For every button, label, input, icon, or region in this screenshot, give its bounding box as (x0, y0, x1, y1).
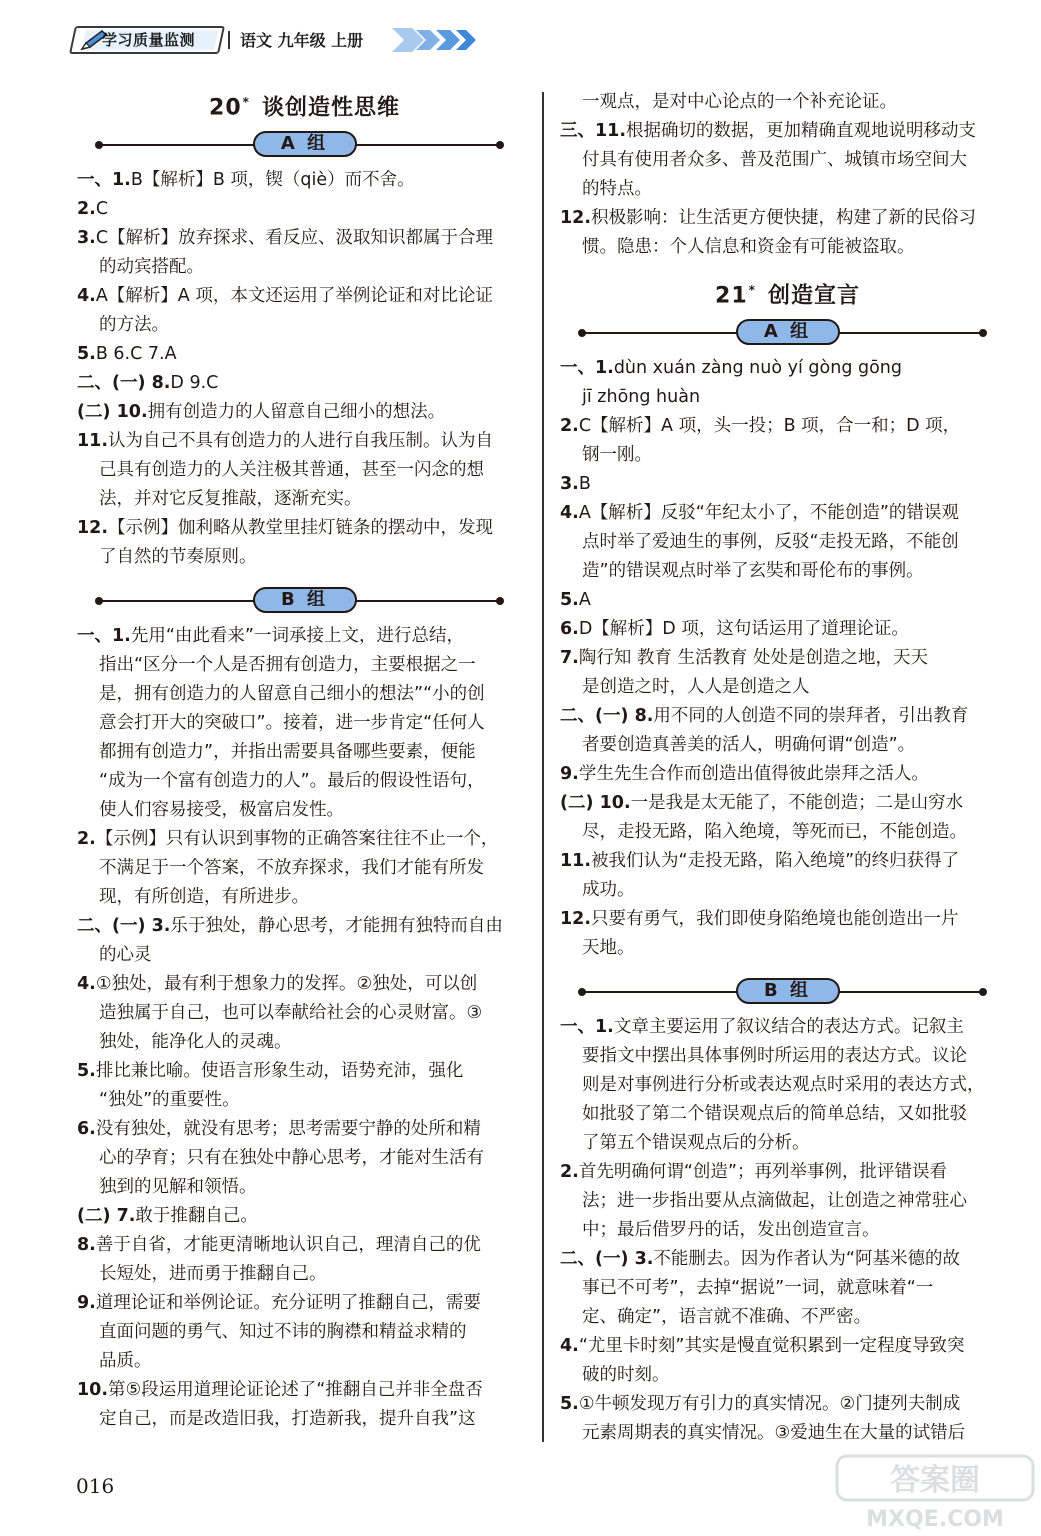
answer-text: 中；最后借罗丹的话，发出创造宣言。 (582, 1220, 880, 1240)
answer-line (560, 1129, 1015, 1158)
answer-line (77, 1231, 532, 1260)
answer-line (560, 204, 1015, 233)
group-b-divider (77, 586, 532, 616)
answer-line (560, 673, 1015, 702)
answer-line (77, 854, 532, 883)
question-number: 4. (77, 974, 96, 994)
subject-grade: 语文 九年级 上册 (240, 31, 364, 50)
answer-line (77, 970, 532, 999)
group-a-label: A 组 (736, 319, 840, 345)
answer-line (560, 615, 1015, 644)
answer-line (77, 1376, 532, 1405)
answer-text: 破的时刻。 (582, 1365, 670, 1385)
answer-line (77, 1086, 532, 1115)
answer-text: 拥有创造力的人留意自己细小的想法。 (147, 402, 446, 422)
answer-text: “独处”的重要性。 (99, 1090, 240, 1110)
answer-line (77, 1115, 532, 1144)
question-number: 11. (77, 431, 109, 451)
question-number: 9. (560, 764, 579, 784)
answer-text: 先用“由此看来”一词承接上文，进行总结， (130, 626, 464, 646)
answer-line (77, 1144, 532, 1173)
answer-line (77, 224, 532, 253)
answer-text: 的动宾搭配。 (99, 257, 204, 277)
question-number: 5. (77, 1061, 96, 1081)
group-a-divider (560, 318, 1015, 348)
question-number: 3. (77, 228, 96, 248)
answer-text: 使人们容易接受，极富启发性。 (99, 800, 344, 820)
answer-line (560, 702, 1015, 731)
answer-line (560, 528, 1015, 557)
answer-text: jī zhōng huàn (582, 387, 701, 407)
watermark-logo (835, 1452, 1035, 1532)
question-number: 三、11. (560, 121, 627, 141)
left-group-b-answers (77, 622, 532, 1434)
answer-line (560, 1042, 1015, 1071)
answer-text: 善于自省，才能更清晰地认识自己，理清自己的优 (95, 1235, 481, 1255)
group-a-divider (77, 130, 532, 160)
question-number: 2. (560, 416, 579, 436)
answer-text: 的心灵 (99, 945, 152, 965)
question-number: 5. (560, 590, 579, 610)
answer-text: 心的孕育；只有在独处中静心思考，才能对生活有 (99, 1148, 484, 1168)
question-number: 2. (560, 1162, 579, 1182)
self-study-mark: * (748, 283, 756, 297)
left-column (77, 80, 532, 1434)
answer-line (77, 825, 532, 854)
answer-line (560, 557, 1015, 586)
answer-text: 要指文中摆出具体事例时所运用的表达方式。议论 (582, 1046, 967, 1066)
question-number: 10. (77, 1380, 109, 1400)
left-group-a-answers (77, 166, 532, 572)
svg-text:答案圈: 答案圈 (890, 1463, 980, 1498)
lesson-title-21 (560, 268, 1015, 312)
answer-line (560, 1071, 1015, 1100)
answer-line (77, 941, 532, 970)
answer-line (560, 470, 1015, 499)
question-number: 12. (560, 208, 592, 228)
answer-text: “成为一个富有创造力的人”。最后的假设性语句， (99, 771, 485, 791)
answer-text: 一观点，是对中心论点的一个补充论证。 (582, 92, 897, 112)
answer-line (560, 233, 1015, 262)
answer-text: 根据确切的数据，更加精确直观地说明移动支 (626, 121, 977, 141)
answer-line (560, 644, 1015, 673)
answer-text: 都拥有创造力”，并指出需要具备哪些要素，便能 (99, 742, 476, 762)
answer-line (77, 1318, 532, 1347)
answer-text: D 9.C (170, 373, 219, 393)
answer-line (560, 175, 1015, 204)
answer-line (77, 999, 532, 1028)
answer-line (77, 1260, 532, 1289)
right-continued-answers (560, 88, 1015, 262)
answer-text: 第⑤段运用道理论证论述了“推翻自己并非全盘否 (108, 1380, 483, 1400)
answer-text: 独处，能净化人的灵魂。 (99, 1032, 292, 1052)
answer-text: 【示例】只有认识到事物的正确答案往往不止一个， (95, 829, 499, 849)
answer-text: 天地。 (582, 938, 635, 958)
answer-text: 认为自己不具有创造力的人进行自我压制。认为自 (108, 431, 494, 451)
answer-line (560, 441, 1015, 470)
answer-text: 事已不可考”，去掉“据说”一词，就意味着“一 (582, 1278, 934, 1298)
header-divider (228, 31, 230, 49)
answer-text: 现，有所创造，有所进步。 (99, 887, 309, 907)
answer-text: 意会打开大的突破口”。接着，进一步肯定“任何人 (99, 713, 485, 733)
answer-line (560, 1332, 1015, 1361)
answer-line (560, 847, 1015, 876)
answer-line (77, 282, 532, 311)
question-number: (二) 10. (77, 402, 148, 422)
answer-line (560, 876, 1015, 905)
answer-text: 者要创造真善美的活人，明确何谓“创造”。 (582, 735, 916, 755)
answer-text: 被我们认为“走投无路，陷入绝境”的终归获得了 (591, 851, 960, 871)
answer-line (77, 709, 532, 738)
group-b-label: B 组 (736, 978, 840, 1004)
answer-text: B (578, 474, 591, 494)
answer-line (560, 499, 1015, 528)
answer-text: C【解析】A 项，头一投；B 项，合一和；D 项， (578, 416, 961, 436)
answer-text: 学生先生合作而创造出值得彼此崇拜之活人。 (578, 764, 929, 784)
answer-text: 积极影响：让生活更方便快捷，构建了新的民俗习 (591, 208, 977, 228)
answer-text: 定自己，而是改造旧我，打造新我，提升自我”这 (99, 1409, 476, 1429)
answer-text: 尽，走投无路，陷入绝境，等死而已，不能创造。 (582, 822, 967, 842)
self-study-mark: * (242, 95, 250, 109)
answer-line (560, 1216, 1015, 1245)
answer-line (560, 1013, 1015, 1042)
answer-text: 乐于独处，静心思考，才能拥有独特而自由 (170, 916, 503, 936)
group-a-label: A 组 (253, 131, 357, 157)
answer-line (77, 543, 532, 572)
answer-line (77, 1202, 532, 1231)
question-number: 4. (560, 1336, 579, 1356)
question-number: 一、1. (77, 626, 131, 646)
answer-text: C【解析】放弃探求、看反应、汲取知识都属于合理 (95, 228, 494, 248)
answer-text: 敢于推翻自己。 (135, 1206, 258, 1226)
right-group-a-answers (560, 354, 1015, 963)
answer-text: D【解析】D 项，这句话运用了道理论证。 (578, 619, 909, 639)
question-number: 8. (77, 1235, 96, 1255)
answer-text: B【解析】B 项，锲（qiè）而不舍。 (130, 170, 415, 190)
lesson-name: 创造宣言 (767, 283, 860, 309)
answer-text: 长短处，进而勇于推翻自己。 (99, 1264, 327, 1284)
answer-text: 品质。 (99, 1351, 152, 1371)
question-number: 二、(一) 3. (77, 916, 171, 936)
answer-text: 付具有使用者众多、普及范围广、城镇市场空间大 (582, 150, 967, 170)
answer-line (560, 1100, 1015, 1129)
answer-line (77, 622, 532, 651)
answer-text: 一是我是太无能了，不能创造；二是山穷水 (630, 793, 964, 813)
answer-text: 道理论证和举例论证。充分证明了推翻自己，需要 (95, 1293, 481, 1313)
chevron-arrows-icon (390, 26, 480, 54)
question-number: 11. (560, 851, 592, 871)
question-number: 5. (560, 1394, 579, 1414)
answer-text: 了自然的节奏原则。 (99, 547, 257, 567)
question-number: (二) 7. (77, 1206, 136, 1226)
question-number: 二、(一) 3. (560, 1249, 654, 1269)
answer-text: 陶行知 教育 生活教育 处处是创造之地，天天 (578, 648, 929, 668)
answer-line (560, 1303, 1015, 1332)
answer-text: 法；进一步指出要从点滴做起，让创造之神常驻心 (582, 1191, 967, 1211)
lesson-number: 20 (209, 95, 242, 121)
answer-text: A (578, 590, 591, 610)
answer-text: 如批驳了第二个错误观点后的简单总结，又如批驳 (582, 1104, 967, 1124)
answer-text: 不满足于一个答案，不放弃探求，我们才能有所发 (99, 858, 484, 878)
answer-line (77, 738, 532, 767)
answer-line (77, 1289, 532, 1318)
answer-line (77, 340, 532, 369)
answer-text: dùn xuán zàng nuò yí gòng gōng (613, 358, 903, 378)
answer-text: A【解析】A 项，本文还运用了举例论证和对比论证 (95, 286, 493, 306)
answer-line (77, 1405, 532, 1434)
question-number: 12. (77, 518, 109, 538)
answer-text: 的特点。 (582, 179, 652, 199)
answer-text: 用不同的人创造不同的崇拜者，引出教育 (653, 706, 969, 726)
answer-line (560, 905, 1015, 934)
answer-line (77, 1173, 532, 1202)
answer-line (560, 88, 1015, 117)
answer-line (77, 427, 532, 456)
question-number: 12. (560, 909, 592, 929)
answer-line (560, 1245, 1015, 1274)
answer-line (560, 1361, 1015, 1390)
question-number: 6. (77, 1119, 96, 1139)
answer-line (560, 1390, 1015, 1419)
lesson-title-20 (77, 80, 532, 124)
group-b-label: B 组 (253, 587, 357, 613)
answer-line (560, 117, 1015, 146)
answer-line (77, 485, 532, 514)
answer-text: 不能删去。因为作者认为“阿基米德的故 (653, 1249, 960, 1269)
answer-line (77, 166, 532, 195)
answer-line (77, 514, 532, 543)
answer-text: 的方法。 (99, 315, 169, 335)
answer-line (77, 912, 532, 941)
question-number: 4. (560, 503, 579, 523)
answer-text: “尤里卡时刻”其实是慢直觉积累到一定程度导致突 (578, 1336, 965, 1356)
answer-line (77, 311, 532, 340)
answer-line (77, 398, 532, 427)
question-number: 2. (77, 199, 96, 219)
answer-line (560, 1158, 1015, 1187)
answer-line (77, 1347, 532, 1376)
answer-text: ①独处，最有利于想象力的发挥。②独处，可以创 (95, 974, 478, 994)
answer-line (77, 369, 532, 398)
column-divider (542, 92, 544, 1442)
lesson-number: 21 (715, 283, 748, 309)
answer-text: 是创造之时，人人是创造之人 (582, 677, 810, 697)
answer-line (560, 731, 1015, 760)
series-name: 学习质量监测 (102, 31, 196, 49)
question-number: 一、1. (560, 1017, 614, 1037)
answer-text: C (95, 199, 109, 219)
right-group-b-answers (560, 1013, 1015, 1448)
question-number: 2. (77, 829, 96, 849)
answer-line (77, 195, 532, 224)
answer-line (560, 354, 1015, 383)
question-number: 一、1. (560, 358, 614, 378)
answer-line (77, 796, 532, 825)
lesson-name: 谈创造性思维 (261, 95, 400, 121)
answer-line (77, 253, 532, 282)
answer-line (77, 651, 532, 680)
answer-line (560, 412, 1015, 441)
answer-line (560, 1419, 1015, 1448)
answer-text: 只要有勇气，我们即使身陷绝境也能创造出一片 (591, 909, 959, 929)
answer-line (560, 1187, 1015, 1216)
answer-line (77, 680, 532, 709)
answer-text: 法，并对它反复推敲，逐渐充实。 (99, 489, 362, 509)
answer-text: 指出“区分一个人是否拥有创造力，主要根据之一 (99, 655, 476, 675)
answer-text: 【示例】伽利略从教堂里挂灯链条的摆动中，发现 (108, 518, 494, 538)
answer-text: 元素周期表的真实情况。③爱迪生在大量的试错后 (582, 1423, 966, 1443)
answer-text: 惯。隐患：个人信息和资金有可能被盗取。 (582, 237, 915, 257)
answer-line (560, 146, 1015, 175)
answer-text: 钢一刚。 (582, 445, 652, 465)
answer-text: 己具有创造力的人关注极其普通，甚至一闪念的想 (99, 460, 484, 480)
question-number: 9. (77, 1293, 96, 1313)
question-number: (二) 10. (560, 793, 631, 813)
question-number: 3. (560, 474, 579, 494)
answer-text: 了第五个错误观点后的分析。 (582, 1133, 810, 1153)
right-column (560, 88, 1015, 1448)
answer-text: 则是对事例进行分析或表达观点时采用的表达方式， (582, 1075, 985, 1095)
answer-text: 独到的见解和领悟。 (99, 1177, 257, 1197)
answer-line (560, 1274, 1015, 1303)
answer-line (77, 1057, 532, 1086)
answer-text: 造独属于自己，也可以奉献给社会的心灵财富。③ (99, 1003, 483, 1023)
answer-text: 是，拥有创造力的人留意自己细小的想法”“小的创 (99, 684, 485, 704)
answer-text: 成功。 (582, 880, 635, 900)
answer-text: 文章主要运用了叙议结合的表达方式。记叙主 (613, 1017, 964, 1037)
answer-line (77, 456, 532, 485)
answer-line (560, 383, 1015, 412)
question-number: 4. (77, 286, 96, 306)
question-number: 一、1. (77, 170, 131, 190)
page-number: 016 (76, 1474, 115, 1498)
question-number: 二、(一) 8. (77, 373, 171, 393)
question-number: 7. (560, 648, 579, 668)
answer-text: 点时举了爱迪生的事例，反驳“走投无路，不能创 (582, 532, 959, 552)
answer-text: 直面问题的勇气、知过不讳的胸襟和精益求精的 (99, 1322, 467, 1342)
question-number: 6. (560, 619, 579, 639)
group-b-divider (560, 977, 1015, 1007)
answer-text: 首先明确何谓“创造”；再列举事例，批评错误看 (578, 1162, 947, 1182)
answer-line (560, 760, 1015, 789)
answer-text: 排比兼比喻。使语言形象生动，语势充沛，强化 (95, 1061, 464, 1081)
answer-line (77, 1028, 532, 1057)
answer-line (560, 789, 1015, 818)
answer-line (77, 767, 532, 796)
question-number: 5. (77, 344, 96, 364)
answer-text: A【解析】反驳“年纪太小了，不能创造”的错误观 (578, 503, 959, 523)
svg-text:MXQE.COM: MXQE.COM (866, 1507, 1004, 1532)
answer-text: 定、确定”，语言就不准确、不严密。 (582, 1307, 872, 1327)
answer-text: ①牛顿发现万有引力的真实情况。②门捷列夫制成 (578, 1394, 961, 1414)
answer-line (560, 934, 1015, 963)
question-number: 二、(一) 8. (560, 706, 654, 726)
answer-text: B 6.C 7.A (95, 344, 177, 364)
answer-line (560, 586, 1015, 615)
answer-text: 没有独处，就没有思考；思考需要宁静的处所和精 (95, 1119, 481, 1139)
page-header (72, 26, 472, 56)
answer-line (77, 883, 532, 912)
answer-text: 造”的错误观点时举了玄奘和哥伦布的事例。 (582, 561, 924, 581)
answer-line (560, 818, 1015, 847)
